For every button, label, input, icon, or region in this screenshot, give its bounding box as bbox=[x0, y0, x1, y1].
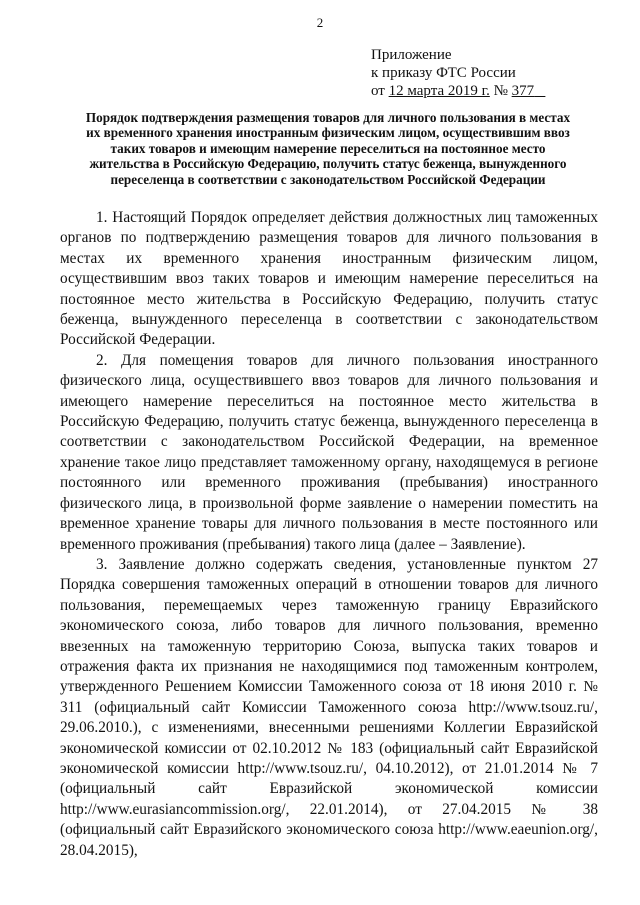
title-line: Порядок подтверждения размещения товаров для личного пользования в местах bbox=[85, 110, 571, 125]
paragraph-1: 1. Настоящий Порядок определяет действия должностных лиц таможенных органов по подтверждению размещения товаров для личного пользования в местах их временного хранения иностранным физическим лицом, осуществившим ввоз таких товаров и имеющим намерение переселиться на постоянное место жительства в Российскую Федерацию, получить статус беженца, вынужденного переселенца в соответствии с законодательством Российской Федерации. bbox=[60, 209, 598, 349]
appendix-order-ref: к приказу ФТС России bbox=[371, 65, 516, 81]
title-line: жительства в Российскую Федерацию, получить статус беженца, вынужденного bbox=[89, 156, 567, 172]
document-title bbox=[58, 110, 598, 187]
appendix-number-prefix: № bbox=[489, 83, 512, 99]
paragraph-2: 2. Для помещения товаров для личного пользования иностранного физического лица, осуществившего ввоз товаров для личного пользования и имеющего намерение переселиться на постоянное место жительства в Российскую Федерацию, получить статус беженца, вынужденного переселенца в соответствии с законодательством Российской Федерации, на временное хранение такое лицо представляет таможенному органу, находящемуся в регионе постоянного или временного проживания (пребывания) иностранного физического лица, в произвольной форме заявление о намерении поместить на временное хранение товары для личного пользования в месте постоянного или временного проживания (пребывания) такого лица (далее – Заявление). bbox=[60, 351, 598, 553]
paragraph-3: 3. Заявление должно содержать сведения, установленные пунктом 27 Порядка совершения таможенных операций в отношении товаров для личного пользования, перемещаемых через таможенную границу Евразийского экономического союза, либо товаров для личного пользования, временно ввезенных на таможенную территорию Союза, выпуска таких товаров и отражения факта их признания не находящимися под таможенным контролем, утвержденного Решением Комиссии Таможенного союза от 18 июня 2010 г. № 311 (официальный сайт Комиссии Таможенного союза http://www.tsouz.ru/, 29.06.2010.), с изменениями, внесенными решениями Коллегии Евразийской экономической комиссии от 02.10.2012 № 183 (официальный сайт Евразийской экономической комиссии http://www.tsouz.ru/, 04.10.2012), от 21.01.2014 № 7 (официальный сайт Евразийской экономической комиссии http://www.eurasiancommission.org/, 22.01.2014), от 27.04.2015 № 38 (официальный сайт Евразийского экономического союза http://www.eaeunion.org/, 28.04.2015), bbox=[60, 555, 598, 859]
title-line: переселенца в соответствии с законодательством Российской Федерации bbox=[110, 171, 546, 187]
appendix-block bbox=[371, 46, 545, 100]
document-body bbox=[60, 208, 598, 861]
appendix-date: 12 марта 2019 г. bbox=[388, 83, 490, 99]
appendix-date-line bbox=[371, 82, 545, 100]
appendix-number: 377 bbox=[511, 83, 535, 99]
appendix-date-prefix: от bbox=[371, 83, 389, 99]
title-line: их временного хранения иностранным физическим лицом, осуществившим ввоз bbox=[86, 125, 570, 141]
title-line: таких товаров и имеющим намерение переселиться на постоянное место bbox=[110, 140, 546, 156]
page-number: 2 bbox=[316, 15, 324, 30]
appendix-label: Приложение bbox=[371, 47, 452, 63]
